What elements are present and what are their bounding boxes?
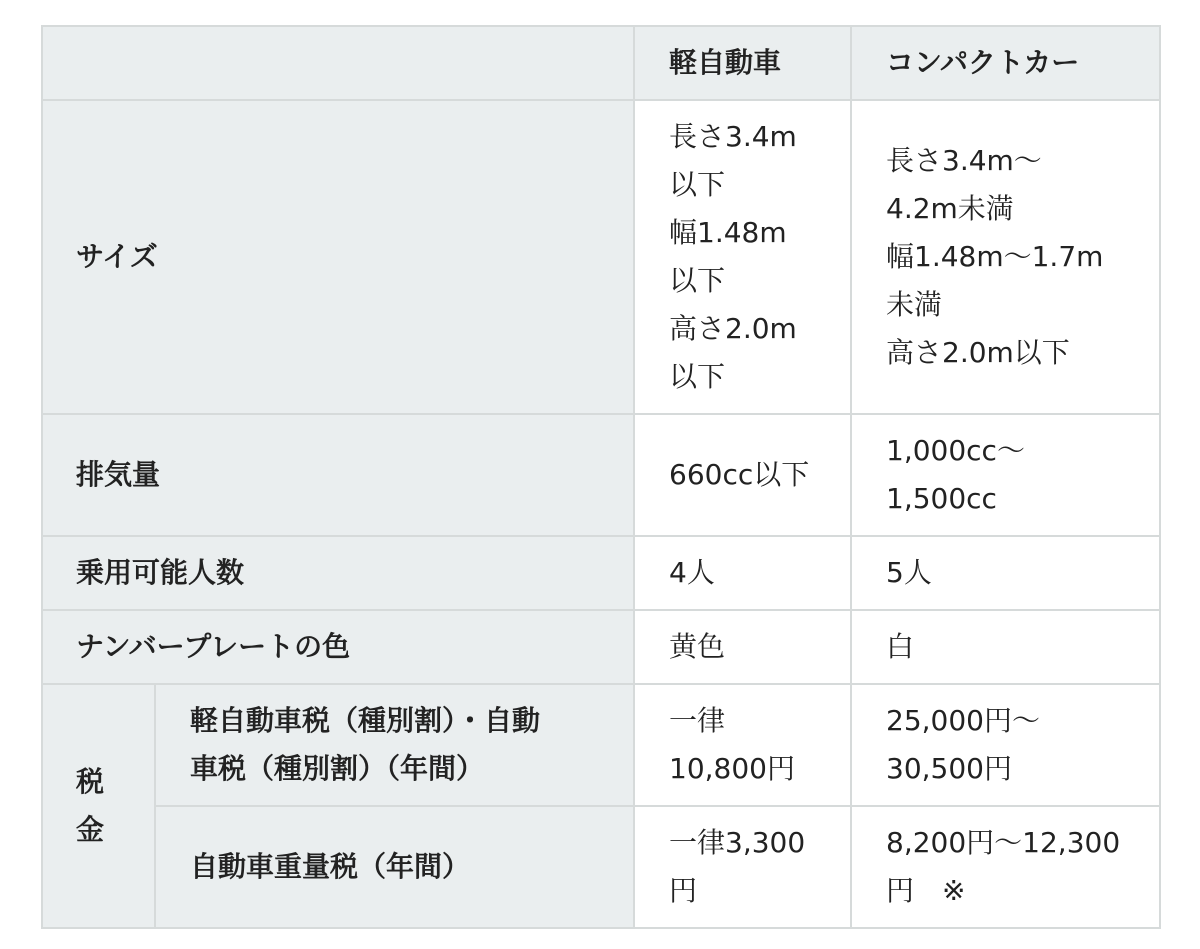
header-row (42, 26, 1160, 100)
text-line: 円 ※ (886, 874, 966, 907)
row-displacement (42, 414, 1160, 536)
text-line: 1,500cc (886, 482, 997, 515)
row-label-tax (42, 684, 155, 928)
text-line: 白 (886, 630, 915, 663)
cell-plate-compact (851, 610, 1160, 684)
row-label-weight-tax (155, 806, 634, 928)
row-label-vehicle-tax (155, 684, 634, 806)
row-vehicle-tax (42, 684, 1160, 806)
text-line: 金 (76, 813, 105, 846)
text-line: 10,800円 (669, 752, 795, 785)
row-size (42, 100, 1160, 414)
text-line: 25,000円〜 (886, 704, 1040, 737)
text-line: 黄色 (669, 630, 726, 663)
cell-vehicle-tax-kei (634, 684, 851, 806)
text-line: 660cc以下 (669, 458, 810, 491)
header-kei: 軽自動車 (634, 26, 851, 100)
text-line: 円 (669, 874, 698, 907)
text-line: 自動車重量税（年間） (190, 850, 471, 883)
text-line: 一律 (669, 704, 726, 737)
text-line: 税 (76, 765, 105, 798)
text-line: 長さ3.4m〜 (886, 144, 1042, 177)
header-empty-cell (42, 26, 634, 100)
text-line: 一律3,300 (669, 826, 806, 859)
cell-size-kei (634, 100, 851, 414)
cell-size-compact (851, 100, 1160, 414)
text-line: 5人 (886, 556, 932, 589)
row-label-plate-color: ナンバープレートの色 (42, 610, 634, 684)
text-line: 高さ2.0m (669, 312, 797, 345)
cell-displacement-kei (634, 414, 851, 536)
header-compact: コンパクトカー (851, 26, 1160, 100)
text-line: 4.2m未満 (886, 192, 1014, 225)
row-label-size: サイズ (42, 100, 634, 414)
row-plate-color (42, 610, 1160, 684)
cell-weight-tax-kei (634, 806, 851, 928)
text-line: 以下 (669, 264, 726, 297)
cell-displacement-compact (851, 414, 1160, 536)
text-line: 以下 (669, 168, 726, 201)
text-line: 軽自動車税（種別割）・自動 (190, 704, 541, 737)
text-line: 幅1.48m (669, 216, 787, 249)
text-line: 長さ3.4m (669, 120, 797, 153)
text-line: 未満 (886, 288, 943, 321)
cell-capacity-compact (851, 536, 1160, 610)
text-line: 車税（種別割）（年間） (190, 752, 485, 785)
text-line: 30,500円 (886, 752, 1012, 785)
text-line: 8,200円〜12,300 (886, 826, 1121, 859)
cell-capacity-kei (634, 536, 851, 610)
comparison-table (41, 25, 1161, 929)
row-weight-tax (42, 806, 1160, 928)
text-line: 1,000cc〜 (886, 434, 1025, 467)
row-capacity (42, 536, 1160, 610)
text-line: 幅1.48m〜1.7m (886, 240, 1104, 273)
cell-plate-kei (634, 610, 851, 684)
text-line: 高さ2.0m以下 (886, 336, 1070, 369)
cell-vehicle-tax-compact (851, 684, 1160, 806)
text-line: 以下 (669, 360, 726, 393)
row-label-displacement: 排気量 (42, 414, 634, 536)
text-line: 4人 (669, 556, 715, 589)
row-label-capacity: 乗用可能人数 (42, 536, 634, 610)
cell-weight-tax-compact (851, 806, 1160, 928)
